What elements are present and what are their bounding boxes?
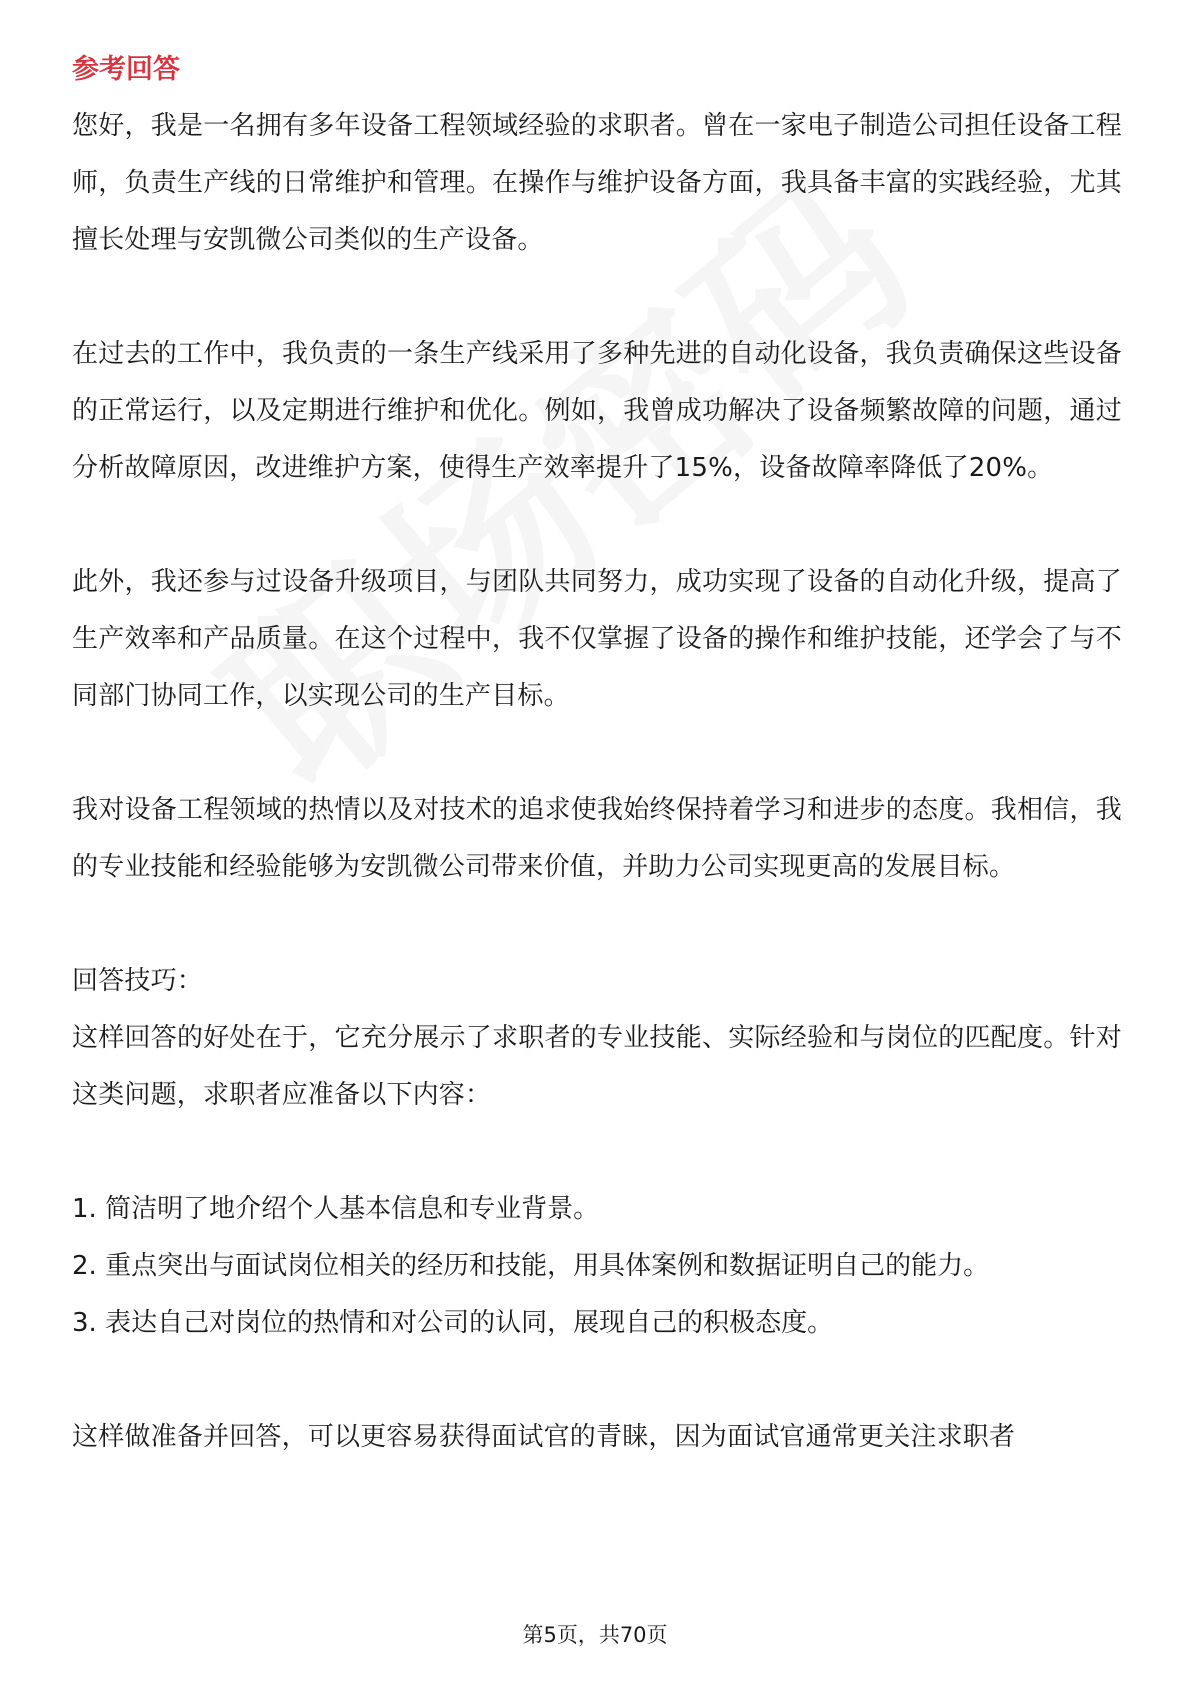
paragraph-upgrade-project: 此外，我还参与过设备升级项目，与团队共同努力，成功实现了设备的自动化升级，提高了生产效率和产品质量。在这个过程中，我不仅掌握了设备的操作和维护技能，还学会了与不同部门协同工作，以实现公司的生产目标。 xyxy=(72,567,1122,711)
section-heading: 参考回答 xyxy=(72,54,180,85)
tips-list-item: 3. 表达自己对岗位的热情和对公司的认同，展现自己的积极态度。 xyxy=(72,1308,834,1338)
paragraph-gap xyxy=(72,497,1122,554)
paragraph-gap xyxy=(72,896,1122,953)
paragraph-passion: 我对设备工程领域的热情以及对技术的追求使我始终保持着学习和进步的态度。我相信，我的专业技能和经验能够为安凯微公司带来价值，并助力公司实现更高的发展目标。 xyxy=(72,795,1122,882)
document-content xyxy=(72,50,1122,1466)
paragraph-gap xyxy=(72,1352,1122,1409)
paragraph-experience: 在过去的工作中，我负责的一条生产线采用了多种先进的自动化设备，我负责确保这些设备的正常运行，以及定期进行维护和优化。例如，我曾成功解决了设备频繁故障的问题，通过分析故障原因，改进维护方案，使得生产效率提升了15%，设备故障率降低了20%。 xyxy=(72,339,1122,483)
tips-title: 回答技巧： xyxy=(72,966,204,996)
page-number-footer: 第5页，共70页 xyxy=(522,1623,668,1647)
tips-list-item: 2. 重点突出与面试岗位相关的经历和技能，用具体案例和数据证明自己的能力。 xyxy=(72,1251,990,1281)
tips-intro: 这样回答的好处在于，它充分展示了求职者的专业技能、实际经验和与岗位的匹配度。针对这类问题，求职者应准备以下内容： xyxy=(72,1023,1122,1110)
paragraph-gap xyxy=(72,269,1122,326)
paragraph-intro: 您好，我是一名拥有多年设备工程领域经验的求职者。曾在一家电子制造公司担任设备工程师，负责生产线的日常维护和管理。在操作与维护设备方面，我具备丰富的实践经验，尤其擅长处理与安凯微公司类似的生产设备。 xyxy=(72,111,1122,255)
tips-closing: 这样做准备并回答，可以更容易获得面试官的青睐，因为面试官通常更关注求职者 xyxy=(72,1422,1016,1452)
paragraph-gap xyxy=(72,725,1122,782)
tips-list-item: 1. 简洁明了地介绍个人基本信息和专业背景。 xyxy=(72,1194,600,1224)
paragraph-gap xyxy=(72,1124,1122,1181)
